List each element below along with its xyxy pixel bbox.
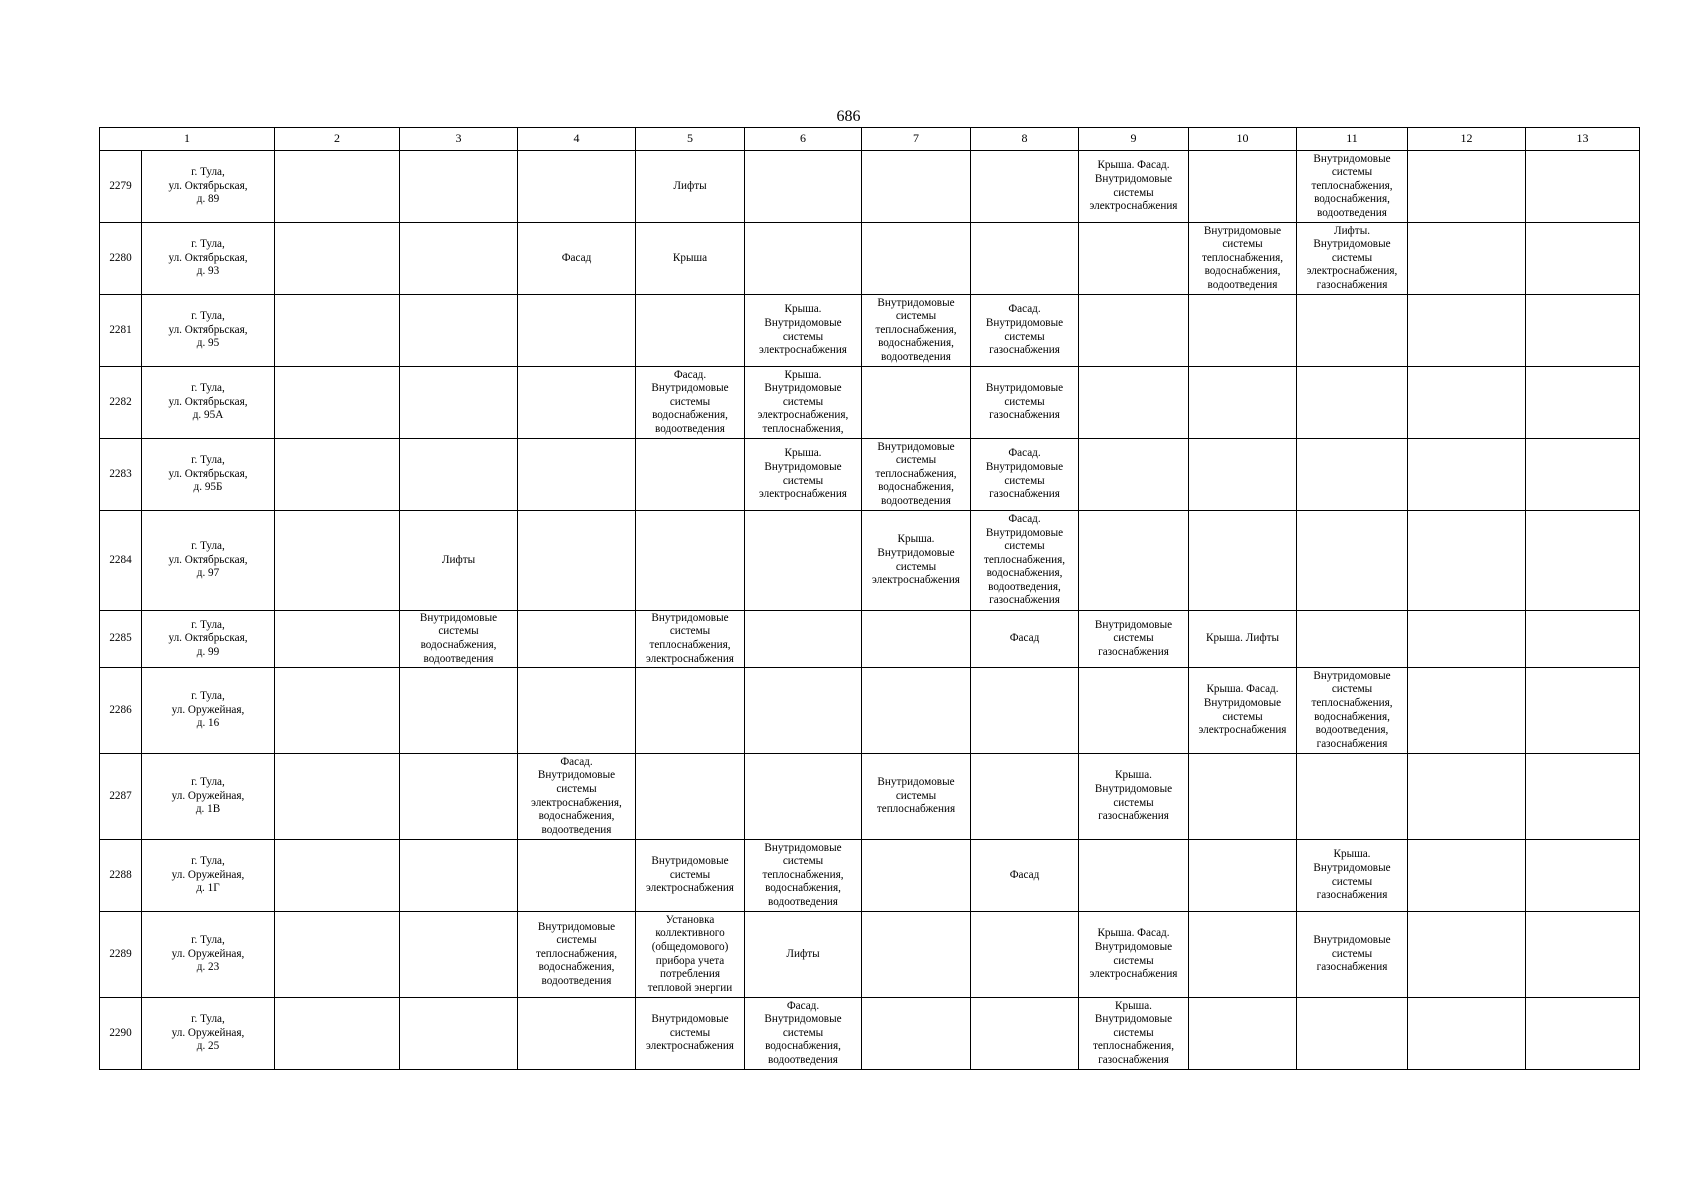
- address-cell: г. Тула, ул. Октябрьская, д. 99: [142, 611, 275, 668]
- table-row: [100, 998, 1640, 1070]
- work-cell-col-5: Фасад. Внутридомовые системы водоснабжения, водоотведения: [636, 367, 745, 439]
- table-row: [100, 223, 1640, 295]
- column-header-6: 6: [745, 128, 862, 151]
- work-cell-col-4: [518, 840, 636, 912]
- work-cell-col-9: Внутридомовые системы газоснабжения: [1079, 611, 1189, 668]
- work-cell-col-11: [1297, 511, 1408, 611]
- page-number: 686: [836, 108, 861, 125]
- table-row: [100, 439, 1640, 511]
- work-cell-col-11: Внутридомовые системы теплоснабжения, водоснабжения, водоотведения: [1297, 151, 1408, 223]
- row-number: 2282: [100, 367, 142, 439]
- work-cell-col-12: [1408, 611, 1526, 668]
- work-cell-col-4: [518, 511, 636, 611]
- work-cell-col-2: [275, 367, 400, 439]
- work-cell-col-10: Внутридомовые системы теплоснабжения, водоснабжения, водоотведения: [1189, 223, 1297, 295]
- work-cell-col-6: Лифты: [745, 912, 862, 998]
- row-number: 2284: [100, 511, 142, 611]
- work-cell-col-8: [971, 668, 1079, 754]
- work-cell-col-3: [400, 912, 518, 998]
- work-cell-col-5: Внутридомовые системы электроснабжения: [636, 840, 745, 912]
- work-cell-col-8: [971, 754, 1079, 840]
- address-cell: г. Тула, ул. Октябрьская, д. 89: [142, 151, 275, 223]
- address-cell: г. Тула, ул. Оружейная, д. 1В: [142, 754, 275, 840]
- work-cell-col-7: Внутридомовые системы теплоснабжения: [862, 754, 971, 840]
- work-cell-col-6: Фасад. Внутридомовые системы водоснабжения, водоотведения: [745, 998, 862, 1070]
- work-cell-col-10: [1189, 998, 1297, 1070]
- work-cell-col-2: [275, 840, 400, 912]
- work-cell-col-7: Крыша. Внутридомовые системы электроснабжения: [862, 511, 971, 611]
- work-cell-col-2: [275, 611, 400, 668]
- work-cell-col-7: [862, 840, 971, 912]
- work-cell-col-10: [1189, 511, 1297, 611]
- work-cell-col-7: [862, 998, 971, 1070]
- work-cell-col-5: Установка коллективного (общедомового) прибора учета потребления тепловой энергии: [636, 912, 745, 998]
- work-cell-col-6: [745, 754, 862, 840]
- table-row: [100, 295, 1640, 367]
- table-row: [100, 511, 1640, 611]
- work-cell-col-7: [862, 151, 971, 223]
- work-cell-col-8: [971, 998, 1079, 1070]
- work-cell-col-2: [275, 668, 400, 754]
- work-cell-col-4: Внутридомовые системы теплоснабжения, водоснабжения, водоотведения: [518, 912, 636, 998]
- work-cell-col-2: [275, 754, 400, 840]
- work-cell-col-8: Фасад. Внутридомовые системы газоснабжения: [971, 439, 1079, 511]
- work-cell-col-13: [1526, 912, 1640, 998]
- work-cell-col-7: Внутридомовые системы теплоснабжения, водоснабжения, водоотведения: [862, 439, 971, 511]
- work-cell-col-5: [636, 511, 745, 611]
- work-cell-col-9: [1079, 295, 1189, 367]
- work-cell-col-12: [1408, 511, 1526, 611]
- row-number: 2281: [100, 295, 142, 367]
- work-cell-col-5: [636, 754, 745, 840]
- address-cell: г. Тула, ул. Октябрьская, д. 95А: [142, 367, 275, 439]
- work-cell-col-7: [862, 223, 971, 295]
- work-cell-col-5: Внутридомовые системы теплоснабжения, электроснабжения: [636, 611, 745, 668]
- work-cell-col-10: [1189, 840, 1297, 912]
- work-cell-col-2: [275, 439, 400, 511]
- work-cell-col-4: [518, 295, 636, 367]
- work-cell-col-4: [518, 367, 636, 439]
- row-number: 2286: [100, 668, 142, 754]
- work-cell-col-4: [518, 998, 636, 1070]
- work-cell-col-3: Внутридомовые системы водоснабжения, водоотведения: [400, 611, 518, 668]
- work-cell-col-3: [400, 223, 518, 295]
- work-cell-col-12: [1408, 998, 1526, 1070]
- work-cell-col-9: [1079, 223, 1189, 295]
- column-header-9: 9: [1079, 128, 1189, 151]
- work-cell-col-11: Лифты. Внутридомовые системы электроснабжения, газоснабжения: [1297, 223, 1408, 295]
- work-cell-col-13: [1526, 223, 1640, 295]
- column-header-1: 1: [100, 128, 275, 151]
- work-cell-col-3: [400, 295, 518, 367]
- work-cell-col-12: [1408, 367, 1526, 439]
- work-cell-col-4: Фасад. Внутридомовые системы электроснабжения, водоснабжения, водоотведения: [518, 754, 636, 840]
- work-cell-col-11: [1297, 295, 1408, 367]
- work-cell-col-10: Крыша. Лифты: [1189, 611, 1297, 668]
- work-cell-col-10: [1189, 367, 1297, 439]
- address-cell: г. Тула, ул. Оружейная, д. 23: [142, 912, 275, 998]
- work-cell-col-9: [1079, 367, 1189, 439]
- work-cell-col-8: Фасад: [971, 611, 1079, 668]
- work-cell-col-12: [1408, 151, 1526, 223]
- work-cell-col-6: Крыша. Внутридомовые системы электроснабжения: [745, 295, 862, 367]
- work-cell-col-11: [1297, 754, 1408, 840]
- table-row: [100, 367, 1640, 439]
- work-cell-col-9: [1079, 439, 1189, 511]
- work-cell-col-13: [1526, 295, 1640, 367]
- work-cell-col-13: [1526, 611, 1640, 668]
- work-cell-col-9: Крыша. Фасад. Внутридомовые системы электроснабжения: [1079, 151, 1189, 223]
- table-row: [100, 840, 1640, 912]
- work-cell-col-6: Крыша. Внутридомовые системы электроснабжения: [745, 439, 862, 511]
- work-cell-col-8: [971, 912, 1079, 998]
- work-cell-col-4: [518, 439, 636, 511]
- work-cell-col-13: [1526, 754, 1640, 840]
- work-cell-col-9: [1079, 511, 1189, 611]
- column-header-8: 8: [971, 128, 1079, 151]
- work-cell-col-4: [518, 611, 636, 668]
- work-cell-col-7: [862, 611, 971, 668]
- address-cell: г. Тула, ул. Оружейная, д. 16: [142, 668, 275, 754]
- work-cell-col-10: [1189, 754, 1297, 840]
- work-cell-col-5: [636, 668, 745, 754]
- work-cell-col-4: [518, 668, 636, 754]
- work-cell-col-9: Крыша. Внутридомовые системы газоснабжения: [1079, 754, 1189, 840]
- address-cell: г. Тула, ул. Октябрьская, д. 93: [142, 223, 275, 295]
- work-cell-col-2: [275, 912, 400, 998]
- work-cell-col-6: [745, 511, 862, 611]
- work-cell-col-7: [862, 367, 971, 439]
- work-cell-col-11: [1297, 998, 1408, 1070]
- work-cell-col-13: [1526, 151, 1640, 223]
- work-cell-col-2: [275, 511, 400, 611]
- work-cell-col-2: [275, 998, 400, 1070]
- work-cell-col-7: [862, 912, 971, 998]
- work-cell-col-11: Внутридомовые системы теплоснабжения, водоснабжения, водоотведения, газоснабжения: [1297, 668, 1408, 754]
- repair-schedule-table: [99, 127, 1640, 1070]
- work-cell-col-5: Крыша: [636, 223, 745, 295]
- work-cell-col-6: [745, 668, 862, 754]
- table-row: [100, 611, 1640, 668]
- row-number: 2283: [100, 439, 142, 511]
- work-cell-col-8: [971, 223, 1079, 295]
- work-cell-col-10: [1189, 439, 1297, 511]
- work-cell-col-6: Крыша. Внутридомовые системы электроснабжения, теплоснабжения,: [745, 367, 862, 439]
- work-cell-col-6: [745, 611, 862, 668]
- work-cell-col-10: Крыша. Фасад. Внутридомовые системы электроснабжения: [1189, 668, 1297, 754]
- work-cell-col-12: [1408, 223, 1526, 295]
- work-cell-col-4: Фасад: [518, 223, 636, 295]
- table-row: [100, 754, 1640, 840]
- column-header-5: 5: [636, 128, 745, 151]
- work-cell-col-5: [636, 295, 745, 367]
- work-cell-col-3: Лифты: [400, 511, 518, 611]
- row-number: 2289: [100, 912, 142, 998]
- row-number: 2290: [100, 998, 142, 1070]
- work-cell-col-3: [400, 840, 518, 912]
- work-cell-col-12: [1408, 295, 1526, 367]
- work-cell-col-13: [1526, 367, 1640, 439]
- work-cell-col-3: [400, 754, 518, 840]
- work-cell-col-12: [1408, 912, 1526, 998]
- column-header-12: 12: [1408, 128, 1526, 151]
- work-cell-col-12: [1408, 439, 1526, 511]
- work-cell-col-6: [745, 151, 862, 223]
- work-cell-col-7: [862, 668, 971, 754]
- address-cell: г. Тула, ул. Октябрьская, д. 95: [142, 295, 275, 367]
- work-cell-col-10: [1189, 912, 1297, 998]
- work-cell-col-11: [1297, 611, 1408, 668]
- column-header-7: 7: [862, 128, 971, 151]
- table-row: [100, 912, 1640, 998]
- work-cell-col-11: Внутридомовые системы газоснабжения: [1297, 912, 1408, 998]
- column-header-13: 13: [1526, 128, 1640, 151]
- row-number: 2287: [100, 754, 142, 840]
- work-cell-col-10: [1189, 151, 1297, 223]
- work-cell-col-8: Фасад: [971, 840, 1079, 912]
- work-cell-col-2: [275, 223, 400, 295]
- work-cell-col-8: [971, 151, 1079, 223]
- header-row: [100, 128, 1640, 151]
- work-cell-col-9: Крыша. Фасад. Внутридомовые системы электроснабжения: [1079, 912, 1189, 998]
- work-cell-col-5: Внутридомовые системы электроснабжения: [636, 998, 745, 1070]
- work-cell-col-13: [1526, 511, 1640, 611]
- work-cell-col-9: Крыша. Внутридомовые системы теплоснабжения, газоснабжения: [1079, 998, 1189, 1070]
- work-cell-col-11: Крыша. Внутридомовые системы газоснабжения: [1297, 840, 1408, 912]
- row-number: 2288: [100, 840, 142, 912]
- column-header-2: 2: [275, 128, 400, 151]
- address-cell: г. Тула, ул. Октябрьская, д. 97: [142, 511, 275, 611]
- work-cell-col-13: [1526, 840, 1640, 912]
- work-cell-col-2: [275, 295, 400, 367]
- work-cell-col-6: Внутридомовые системы теплоснабжения, водоснабжения, водоотведения: [745, 840, 862, 912]
- work-cell-col-11: [1297, 367, 1408, 439]
- work-cell-col-12: [1408, 754, 1526, 840]
- work-cell-col-12: [1408, 668, 1526, 754]
- work-cell-col-4: [518, 151, 636, 223]
- work-cell-col-8: Внутридомовые системы газоснабжения: [971, 367, 1079, 439]
- work-cell-col-3: [400, 151, 518, 223]
- work-cell-col-13: [1526, 668, 1640, 754]
- table-row: [100, 151, 1640, 223]
- work-cell-col-7: Внутридомовые системы теплоснабжения, водоснабжения, водоотведения: [862, 295, 971, 367]
- column-header-10: 10: [1189, 128, 1297, 151]
- work-cell-col-2: [275, 151, 400, 223]
- work-cell-col-5: Лифты: [636, 151, 745, 223]
- work-cell-col-5: [636, 439, 745, 511]
- row-number: 2280: [100, 223, 142, 295]
- work-cell-col-8: Фасад. Внутридомовые системы газоснабжения: [971, 295, 1079, 367]
- work-cell-col-13: [1526, 998, 1640, 1070]
- row-number: 2279: [100, 151, 142, 223]
- table-row: [100, 668, 1640, 754]
- work-cell-col-8: Фасад. Внутридомовые системы теплоснабжения, водоснабжения, водоотведения, газоснабжения: [971, 511, 1079, 611]
- work-cell-col-9: [1079, 668, 1189, 754]
- work-cell-col-6: [745, 223, 862, 295]
- work-cell-col-9: [1079, 840, 1189, 912]
- row-number: 2285: [100, 611, 142, 668]
- column-header-4: 4: [518, 128, 636, 151]
- address-cell: г. Тула, ул. Оружейная, д. 1Г: [142, 840, 275, 912]
- column-header-3: 3: [400, 128, 518, 151]
- work-cell-col-3: [400, 367, 518, 439]
- work-cell-col-12: [1408, 840, 1526, 912]
- address-cell: г. Тула, ул. Октябрьская, д. 95Б: [142, 439, 275, 511]
- work-cell-col-3: [400, 998, 518, 1070]
- work-cell-col-10: [1189, 295, 1297, 367]
- work-cell-col-11: [1297, 439, 1408, 511]
- address-cell: г. Тула, ул. Оружейная, д. 25: [142, 998, 275, 1070]
- column-header-11: 11: [1297, 128, 1408, 151]
- work-cell-col-3: [400, 668, 518, 754]
- work-cell-col-13: [1526, 439, 1640, 511]
- work-cell-col-3: [400, 439, 518, 511]
